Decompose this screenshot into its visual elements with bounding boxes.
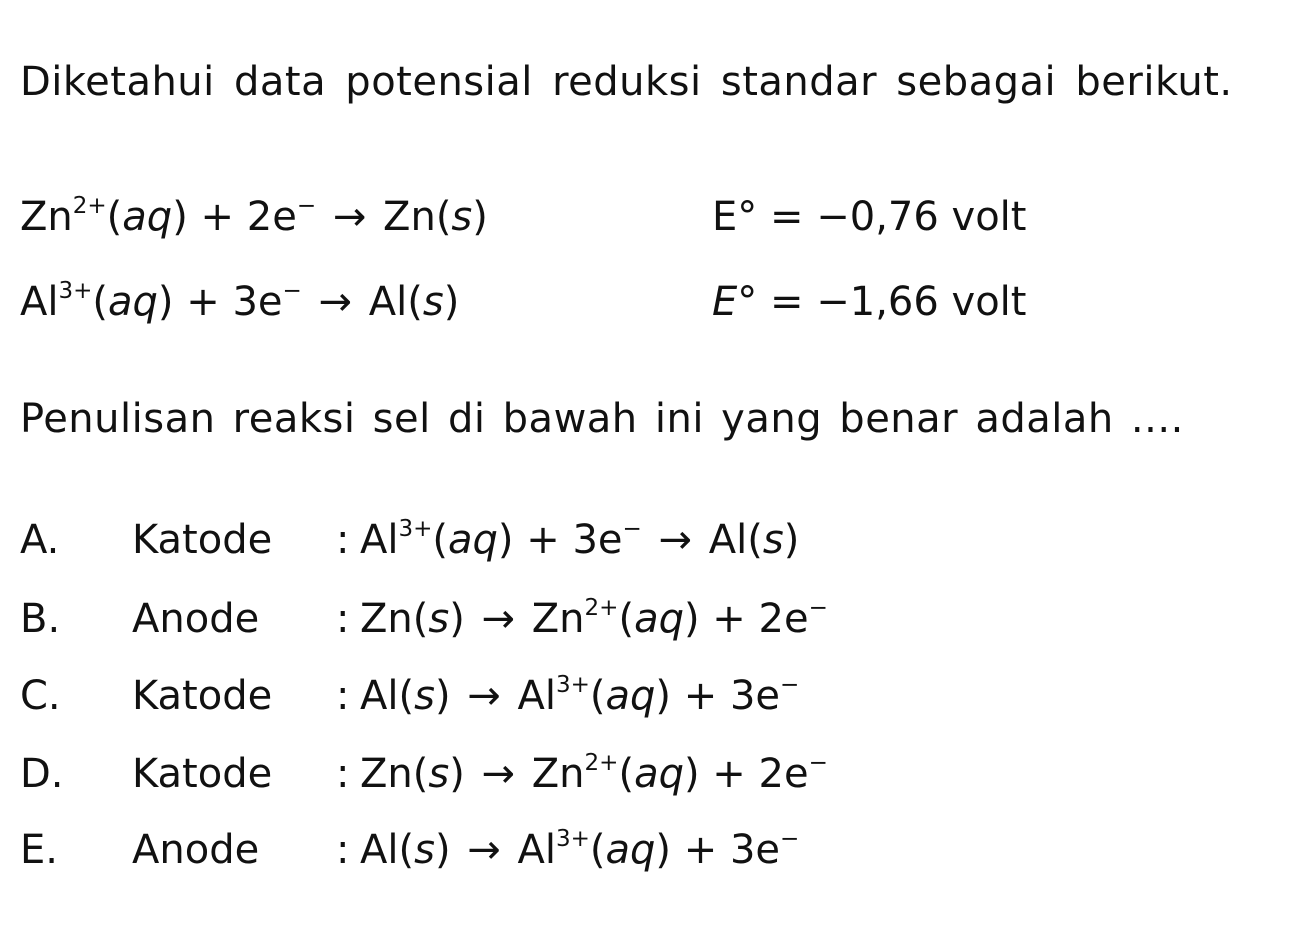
- answer-option-b[interactable]: [20, 595, 1270, 649]
- answer-option-e[interactable]: [20, 826, 1270, 880]
- option-colon: :: [336, 517, 350, 563]
- option-reaction: $Zn(s) \to Zn^{2+}(aq) + 2e^-$: [360, 595, 828, 642]
- option-letter: C.: [20, 673, 61, 719]
- answer-option-d[interactable]: [20, 750, 1270, 804]
- reduction-reaction-aluminium: [20, 278, 1270, 332]
- option-colon: :: [336, 827, 350, 873]
- aluminium-half-reaction: $Al^{3+}(aq) + 3e^- \to Al(s)$: [20, 278, 460, 325]
- answer-option-c[interactable]: [20, 672, 1270, 726]
- option-colon: :: [336, 673, 350, 719]
- option-letter: E.: [20, 827, 58, 873]
- option-letter: D.: [20, 751, 64, 797]
- option-electrode-label: Katode: [132, 673, 273, 719]
- option-electrode-label: Anode: [132, 596, 260, 642]
- reduction-reaction-zinc: [20, 193, 1270, 247]
- aluminium-standard-potential: E° = −1,66 volt: [712, 279, 1027, 325]
- option-electrode-label: Anode: [132, 827, 260, 873]
- answer-option-a[interactable]: [20, 516, 1270, 570]
- zinc-half-reaction: $Zn^{2+}(aq) + 2e^- \to Zn(s)$: [20, 193, 488, 240]
- option-colon: :: [336, 751, 350, 797]
- option-reaction: $Al(s) \to Al^{3+}(aq) + 3e^-$: [360, 826, 800, 873]
- option-electrode-label: Katode: [132, 751, 273, 797]
- intro-text: Diketahui data potensial reduksi standar sebagai berikut.: [20, 59, 1233, 105]
- option-colon: :: [336, 596, 350, 642]
- option-letter: B.: [20, 596, 61, 642]
- zinc-standard-potential: E° = −0,76 volt: [712, 194, 1027, 240]
- option-electrode-label: Katode: [132, 517, 273, 563]
- question-text: Penulisan reaksi sel di bawah ini yang benar adalah ....: [20, 396, 1184, 442]
- option-letter: A.: [20, 517, 60, 563]
- option-reaction: $Al(s) \to Al^{3+}(aq) + 3e^-$: [360, 672, 800, 719]
- option-reaction: $Zn(s) \to Zn^{2+}(aq) + 2e^-$: [360, 750, 828, 797]
- option-reaction: $Al^{3+}(aq) + 3e^- \to Al(s)$: [360, 516, 800, 563]
